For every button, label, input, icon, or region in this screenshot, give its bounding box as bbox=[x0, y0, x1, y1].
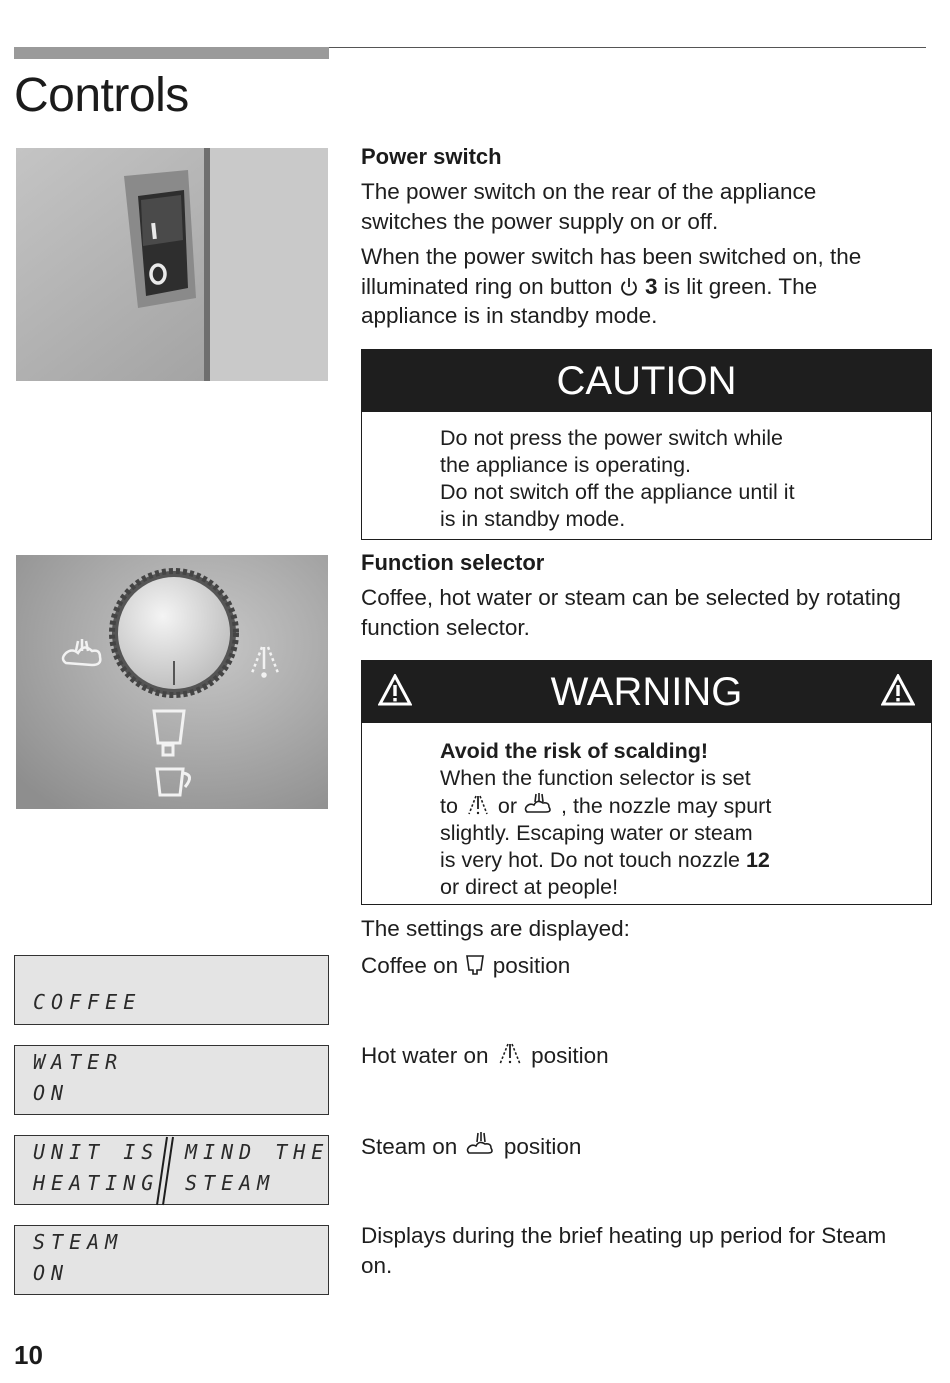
header-rule-accent bbox=[14, 47, 329, 59]
desc-text: Coffee on bbox=[361, 953, 459, 978]
power-icon bbox=[619, 277, 639, 297]
function-selector-heading: Function selector bbox=[361, 550, 545, 575]
caution-title: CAUTION bbox=[362, 350, 931, 412]
warning-text: to bbox=[440, 794, 458, 818]
lcd-line: MIND THE bbox=[185, 1140, 330, 1164]
warning-line: slightly. Escaping water or steam bbox=[440, 821, 753, 845]
warning-line: When the function selector is set bbox=[440, 766, 751, 790]
desc-text: Steam on bbox=[361, 1134, 458, 1159]
para2-text-start: When the power switch has been switched on, the illuminated ring on button bbox=[361, 244, 862, 299]
display-desc-heating-period: Displays during the brief heating up period for Steam on. bbox=[361, 1223, 887, 1278]
steam-icon bbox=[523, 792, 555, 816]
caution-box bbox=[361, 349, 932, 540]
lcd-line: COFFEE bbox=[33, 990, 142, 1014]
function-selector-photo bbox=[16, 555, 328, 809]
caution-line: Do not switch off the appliance until it bbox=[440, 480, 795, 504]
desc-text: position bbox=[492, 953, 571, 978]
power-switch-para1: The power switch on the rear of the appliance switches the power supply on or off. bbox=[361, 179, 817, 234]
lcd-line: UNIT IS bbox=[33, 1140, 160, 1164]
warning-body bbox=[362, 723, 931, 901]
para2-text-end: is lit green. The appliance is in standby mode. bbox=[361, 273, 818, 328]
lcd-line: HEATING bbox=[33, 1171, 160, 1195]
desc-text: position bbox=[531, 1043, 609, 1068]
caution-line: Do not press the power switch while bbox=[440, 426, 783, 450]
warning-triangle-icon bbox=[881, 674, 915, 706]
lcd-display-coffee bbox=[14, 955, 329, 1025]
warning-header bbox=[362, 661, 931, 723]
steam-icon bbox=[464, 1131, 498, 1157]
warning-text: or bbox=[497, 794, 518, 818]
power-switch-heading: Power switch bbox=[361, 144, 502, 169]
lcd-display-heating bbox=[14, 1135, 329, 1205]
power-switch-illustration bbox=[16, 148, 328, 381]
warning-text: is very hot. Do not touch nozzle bbox=[440, 848, 740, 872]
lcd-line: STEAM bbox=[185, 1171, 276, 1195]
button-number: 3 bbox=[644, 273, 658, 299]
hot-water-icon bbox=[464, 794, 492, 816]
power-switch-para2 bbox=[361, 242, 911, 331]
lcd-display-steam bbox=[14, 1225, 329, 1295]
lcd-line: STEAM bbox=[33, 1230, 124, 1254]
carafe-icon bbox=[464, 954, 486, 976]
caution-line: the appliance is operating. bbox=[440, 453, 692, 477]
function-selector-illustration bbox=[16, 555, 328, 809]
lcd-line: ON bbox=[33, 1081, 70, 1105]
lcd-display-water bbox=[14, 1045, 329, 1115]
warning-title: WARNING bbox=[550, 670, 743, 714]
warning-box bbox=[361, 660, 932, 905]
desc-text: Hot water on bbox=[361, 1043, 489, 1068]
caution-body bbox=[362, 412, 931, 533]
warning-line-with-icons bbox=[440, 792, 931, 820]
desc-text: position bbox=[503, 1134, 582, 1159]
page-number: 10 bbox=[14, 1340, 43, 1370]
warning-triangle-icon bbox=[378, 674, 412, 706]
displays-intro: The settings are displayed: bbox=[361, 916, 630, 941]
warning-text: , the nozzle may spurt bbox=[561, 794, 772, 818]
hot-water-icon bbox=[495, 1042, 525, 1066]
caution-line: is in standby mode. bbox=[440, 507, 626, 531]
lcd-separator-icon bbox=[149, 1135, 179, 1207]
display-desc-coffee bbox=[361, 951, 570, 981]
lcd-line: WATER bbox=[33, 1050, 124, 1074]
display-desc-water bbox=[361, 1041, 609, 1071]
warning-bold-line: Avoid the risk of scalding! bbox=[440, 739, 708, 763]
page-title: Controls bbox=[14, 69, 189, 122]
power-switch-photo bbox=[16, 148, 328, 381]
lcd-line: ON bbox=[33, 1261, 70, 1285]
nozzle-number: 12 bbox=[745, 848, 770, 872]
warning-line: or direct at people! bbox=[440, 875, 619, 899]
function-selector-para: Coffee, hot water or steam can be selected by rotating function selector. bbox=[361, 585, 901, 640]
warning-line-nozzle bbox=[440, 847, 931, 874]
display-desc-steam bbox=[361, 1131, 581, 1162]
